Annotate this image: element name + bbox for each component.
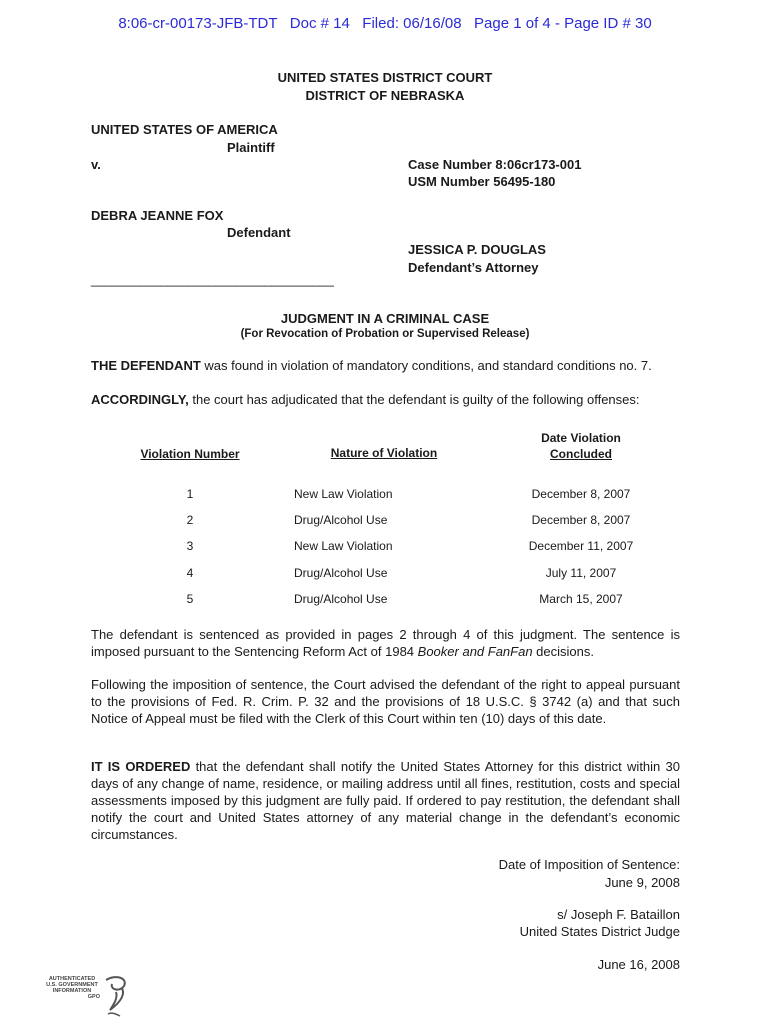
sentence-italic: Booker and FanFan bbox=[417, 644, 533, 659]
usm-number: USM Number 56495-180 bbox=[408, 174, 556, 189]
versus: v. bbox=[91, 157, 101, 172]
defendant-lead: THE DEFENDANT bbox=[91, 358, 201, 373]
violation-date: December 8, 2007 bbox=[531, 487, 631, 501]
accordingly-text: the court has adjudicated that the defendant is guilty of the following offenses: bbox=[188, 392, 640, 407]
table-row bbox=[0, 487, 770, 503]
header-date-line2: Concluded bbox=[550, 447, 612, 461]
header-date-line1: Date Violation bbox=[541, 431, 621, 445]
violation-nature: New Law Violation bbox=[294, 487, 393, 501]
gpo-authentication-logo bbox=[42, 974, 132, 1018]
judgment-title: JUDGMENT IN A CRIMINAL CASE bbox=[280, 311, 490, 326]
attorney-role: Defendant’s Attorney bbox=[408, 260, 539, 275]
attorney-name: JESSICA P. DOUGLAS bbox=[408, 242, 546, 257]
imposition-label: Date of Imposition of Sentence: bbox=[498, 857, 680, 872]
gpo-logo-text: AUTHENTICATED U.S. GOVERNMENT INFORMATION GPO bbox=[46, 976, 100, 1000]
defendant-finding-text: was found in violation of mandatory conditions, and standard conditions no. 7. bbox=[200, 358, 652, 373]
case-number: Case Number 8:06cr173-001 bbox=[408, 157, 582, 172]
sentence-text-end: decisions. bbox=[532, 644, 594, 659]
signer-name: s/ Joseph F. Bataillon bbox=[557, 907, 680, 922]
caption-divider: ___________________________________ bbox=[91, 272, 334, 287]
order-paragraph bbox=[91, 758, 680, 843]
violation-number: 5 bbox=[186, 592, 194, 606]
sentence-text: The defendant is sentenced as provided in pages 2 through 4 of this judgment. The sentence is imposed pursuant to the Sentencing Reform Act of 1984 bbox=[91, 627, 680, 659]
violation-date: December 8, 2007 bbox=[531, 513, 631, 527]
imposition-date: June 9, 2008 bbox=[604, 875, 680, 890]
violation-date: July 11, 2007 bbox=[545, 566, 617, 580]
sentence-paragraph bbox=[91, 626, 680, 660]
violation-date: December 11, 2007 bbox=[528, 539, 634, 553]
violation-date: March 15, 2007 bbox=[539, 592, 623, 606]
signer-title: United States District Judge bbox=[519, 924, 680, 939]
signed-date: June 16, 2008 bbox=[597, 957, 680, 972]
eagle-seal-icon bbox=[102, 974, 130, 1018]
court-district: DISTRICT OF NEBRASKA bbox=[305, 88, 465, 103]
court-name: UNITED STATES DISTRICT COURT bbox=[277, 70, 493, 85]
violation-nature: New Law Violation bbox=[294, 539, 393, 553]
header-violation-number: Violation Number bbox=[140, 447, 240, 461]
violation-number: 1 bbox=[186, 487, 194, 501]
appeal-paragraph: Following the imposition of sentence, the Court advised the defendant of the right to appeal pursuant to the provisions of Fed. R. Crim. P. 32 and the provisions of 18 U.S.C. § 3742 (a) and that such Notice of Appeal must be filed with the Clerk of this Court within ten (10) days of this date. bbox=[91, 677, 680, 726]
violation-number: 4 bbox=[186, 566, 194, 580]
violation-number: 2 bbox=[186, 513, 194, 527]
order-lead: IT IS ORDERED bbox=[91, 759, 191, 774]
violation-number: 3 bbox=[186, 539, 194, 553]
judgment-subtitle: (For Revocation of Probation or Supervised Release) bbox=[240, 328, 530, 340]
order-text: that the defendant shall notify the United States Attorney for this district within 30 days of any change of name, residence, or mailing address until all fines, restitution, costs and special assessments imposed by this judgment are fully paid. If ordered to pay restitution, the defendant shall notify the court and United States attorney of any material change in the defendant’s economic circumstances. bbox=[91, 759, 680, 842]
violation-nature: Drug/Alcohol Use bbox=[294, 592, 388, 606]
defendant-role: Defendant bbox=[227, 225, 291, 240]
document-header: 8:06-cr-00173-JFB-TDT Doc # 14 Filed: 06/16/08 Page 1 of 4 - Page ID # 30 bbox=[118, 15, 652, 32]
violation-nature: Drug/Alcohol Use bbox=[294, 566, 388, 580]
defendant-finding bbox=[91, 357, 680, 374]
header-nature: Nature of Violation bbox=[330, 446, 438, 460]
table-row bbox=[0, 566, 770, 582]
table-row bbox=[0, 539, 770, 555]
accordingly-lead: ACCORDINGLY, bbox=[91, 392, 189, 407]
plaintiff-name: UNITED STATES OF AMERICA bbox=[91, 122, 278, 137]
plaintiff-role: Plaintiff bbox=[227, 140, 275, 155]
accordingly-finding bbox=[91, 391, 680, 408]
violation-nature: Drug/Alcohol Use bbox=[294, 513, 388, 527]
table-row bbox=[0, 513, 770, 529]
defendant-name: DEBRA JEANNE FOX bbox=[91, 208, 224, 223]
table-row bbox=[0, 592, 770, 608]
